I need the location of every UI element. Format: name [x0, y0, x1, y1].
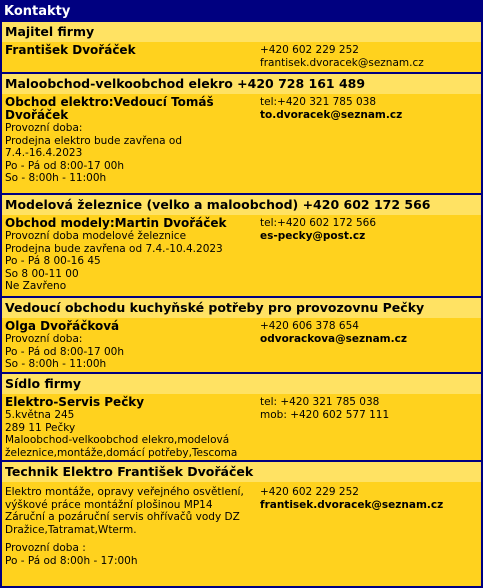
section-right-col — [260, 44, 480, 69]
info-line: Po - Pá od 8:00-17 00h — [5, 345, 124, 358]
contact-email-link[interactable]: frantisek.dvoracek@seznam.cz — [260, 56, 424, 69]
info-line: So 8 00-11 00 — [5, 267, 79, 280]
info-line: Ne Zavřeno — [5, 280, 67, 293]
info-line: Provozní doba: — [5, 333, 83, 345]
section-left-col — [5, 486, 257, 568]
section-owner — [2, 22, 481, 72]
section-right-col — [260, 396, 480, 421]
contact-name: František Dvořáček — [5, 43, 136, 57]
info-line: Provozní doba : — [5, 542, 86, 555]
info-line: So - 8:00h - 11:00h — [5, 172, 107, 185]
info-line: Po - Pá od 8:00h - 17:00h — [5, 554, 138, 567]
info-line: Elektro montáže, opravy veřejného osvětlení, — [5, 486, 244, 498]
section-header: Technik Elektro František Dvořáček — [2, 462, 481, 482]
section-technician — [2, 462, 481, 586]
section-right-col — [260, 217, 480, 242]
section-left-col — [5, 217, 257, 293]
section-right-col — [260, 320, 480, 345]
info-line: Prodejna elektro bude zavřena od 7.4.-16.4.2023 — [5, 134, 183, 160]
info-line: Po - Pá od 8:00-17 00h — [5, 159, 124, 172]
section-electro-shop — [2, 74, 481, 193]
section-right-col — [260, 486, 480, 511]
contact-mobile: mob: +420 602 577 111 — [260, 408, 390, 421]
section-headquarters — [2, 374, 481, 460]
contact-name: Elektro-Servis Pečky — [5, 395, 145, 409]
info-line: Provozní doba: — [5, 122, 83, 134]
section-header: Maloobchod-velkoobchod elekro +420 728 161 489 — [2, 74, 481, 94]
contacts-panel — [2, 22, 481, 586]
contact-phone: tel: +420 321 785 038 — [260, 396, 380, 408]
section-right-col — [260, 96, 480, 121]
contact-email-link[interactable]: es-pecky@post.cz — [260, 229, 366, 242]
contact-phone: +420 602 229 252 — [260, 486, 359, 498]
section-header: Vedoucí obchodu kuchyňské potřeby pro provozovnu Pečky — [2, 298, 481, 318]
contact-name: Olga Dvořáčková — [5, 319, 120, 333]
info-line: Prodejna bude zavřena od 7.4.-10.4.2023 — [5, 242, 223, 255]
business-description: Maloobchod-velkoobchod elekro,modelová železnice,montáže,domácí potřeby,Tescoma — [5, 434, 238, 459]
section-model-railway — [2, 195, 481, 296]
contact-email-link[interactable]: to.dvoracek@seznam.cz — [260, 108, 403, 121]
info-line: výškové práce montážní plošinou MP14 — [5, 498, 213, 511]
info-line: Záruční a pozáruční servis ohřívačů vody DZ Dražice,Tatramat,Wterm. — [5, 511, 240, 536]
contact-phone: tel:+420 321 785 038 — [260, 96, 377, 108]
page-title: Kontakty — [4, 4, 71, 19]
info-line: Provozní doba modelové železnice — [5, 230, 187, 242]
contact-email-link[interactable]: frantisek.dvoracek@seznam.cz — [260, 498, 444, 511]
contact-name: Obchod modely:Martin Dvořáček — [5, 216, 227, 230]
section-header: Modelová železnice (velko a maloobchod) +420 602 172 566 — [2, 195, 481, 215]
section-header: Sídlo firmy — [2, 374, 481, 394]
address-city: 289 11 Pečky — [5, 421, 76, 434]
address-street: 5.května 245 — [5, 409, 75, 421]
contact-phone: +420 606 378 654 — [260, 320, 359, 332]
contact-name: Obchod elektro:Vedoucí Tomáš Dvořáček — [5, 95, 214, 122]
section-left-col — [5, 44, 257, 57]
contact-phone: tel:+420 602 172 566 — [260, 217, 377, 229]
section-header: Majitel firmy — [2, 22, 481, 42]
section-kitchen-shop — [2, 298, 481, 372]
contact-email-link[interactable]: odvorackova@seznam.cz — [260, 332, 407, 345]
section-left-col — [5, 96, 257, 185]
section-left-col — [5, 320, 257, 371]
section-left-col — [5, 396, 257, 459]
info-line: So - 8:00h - 11:00h — [5, 358, 107, 371]
contact-phone: +420 602 229 252 — [260, 44, 359, 56]
info-line: Po - Pá 8 00-16 45 — [5, 255, 101, 268]
